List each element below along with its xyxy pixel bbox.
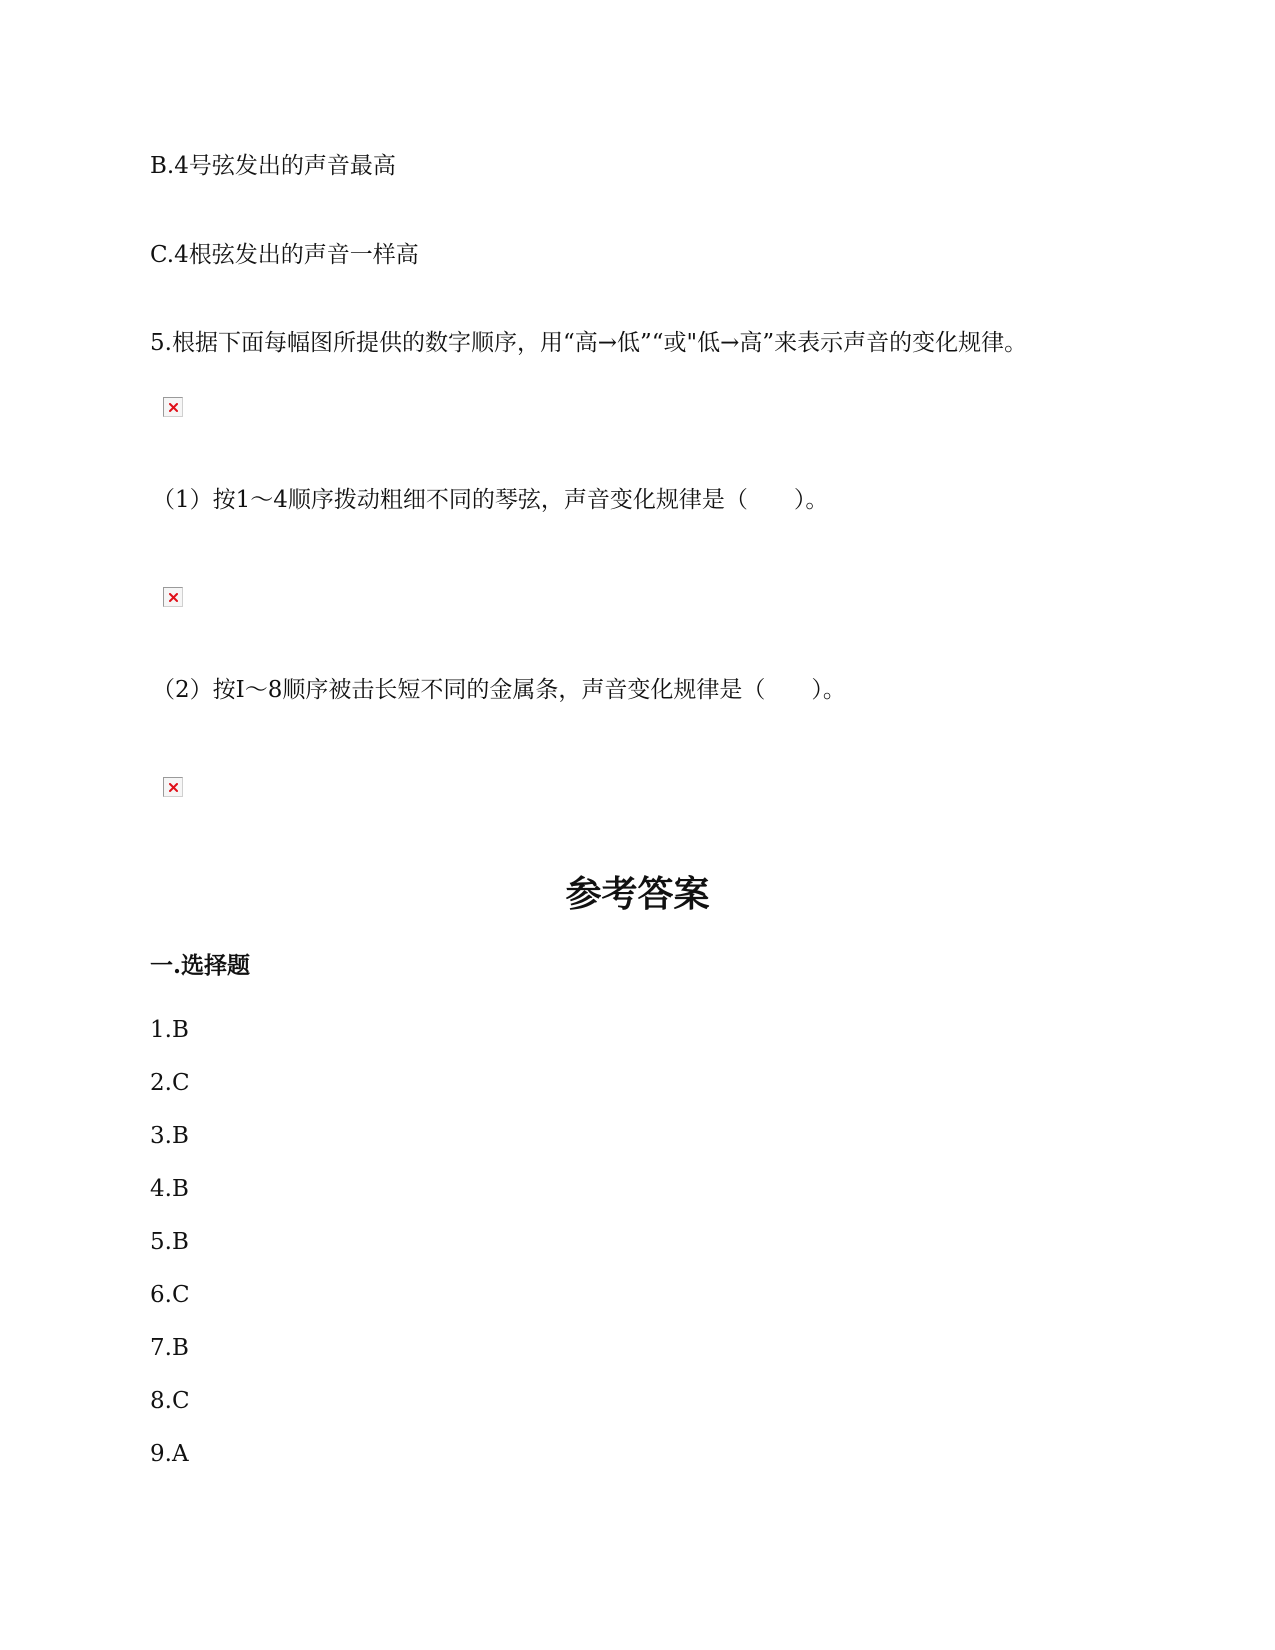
answer-item: 8.C bbox=[150, 1388, 190, 1414]
question-5-text: 5.根据下面每幅图所提供的数字顺序，用“高→低”“或"低→高”来表示声音的变化规律。 bbox=[150, 330, 1028, 356]
answer-item: 2.C bbox=[150, 1070, 190, 1096]
answer-item: 4.B bbox=[150, 1176, 189, 1202]
section-heading: 一.选择题 bbox=[150, 952, 251, 979]
answer-item: 9.A bbox=[150, 1441, 189, 1467]
broken-image-icon bbox=[163, 777, 183, 797]
question-option-c: C.4根弦发出的声音一样高 bbox=[150, 242, 419, 268]
answer-item: 6.C bbox=[150, 1282, 190, 1308]
broken-image-icon bbox=[163, 397, 183, 417]
question-option-b: B.4号弦发出的声音最高 bbox=[150, 153, 396, 179]
broken-image-icon bbox=[163, 587, 183, 607]
answer-item: 7.B bbox=[150, 1335, 189, 1361]
question-5-part-1: （1）按1～4顺序拨动粗细不同的琴弦，声音变化规律是（ ）。 bbox=[152, 487, 829, 513]
answer-item: 3.B bbox=[150, 1123, 189, 1149]
answer-item: 5.B bbox=[150, 1229, 189, 1255]
question-5-part-2: （2）按I～8顺序被击长短不同的金属条，声音变化规律是（ ）。 bbox=[152, 677, 846, 703]
answers-title: 参考答案 bbox=[565, 873, 710, 915]
answer-item: 1.B bbox=[150, 1017, 189, 1043]
